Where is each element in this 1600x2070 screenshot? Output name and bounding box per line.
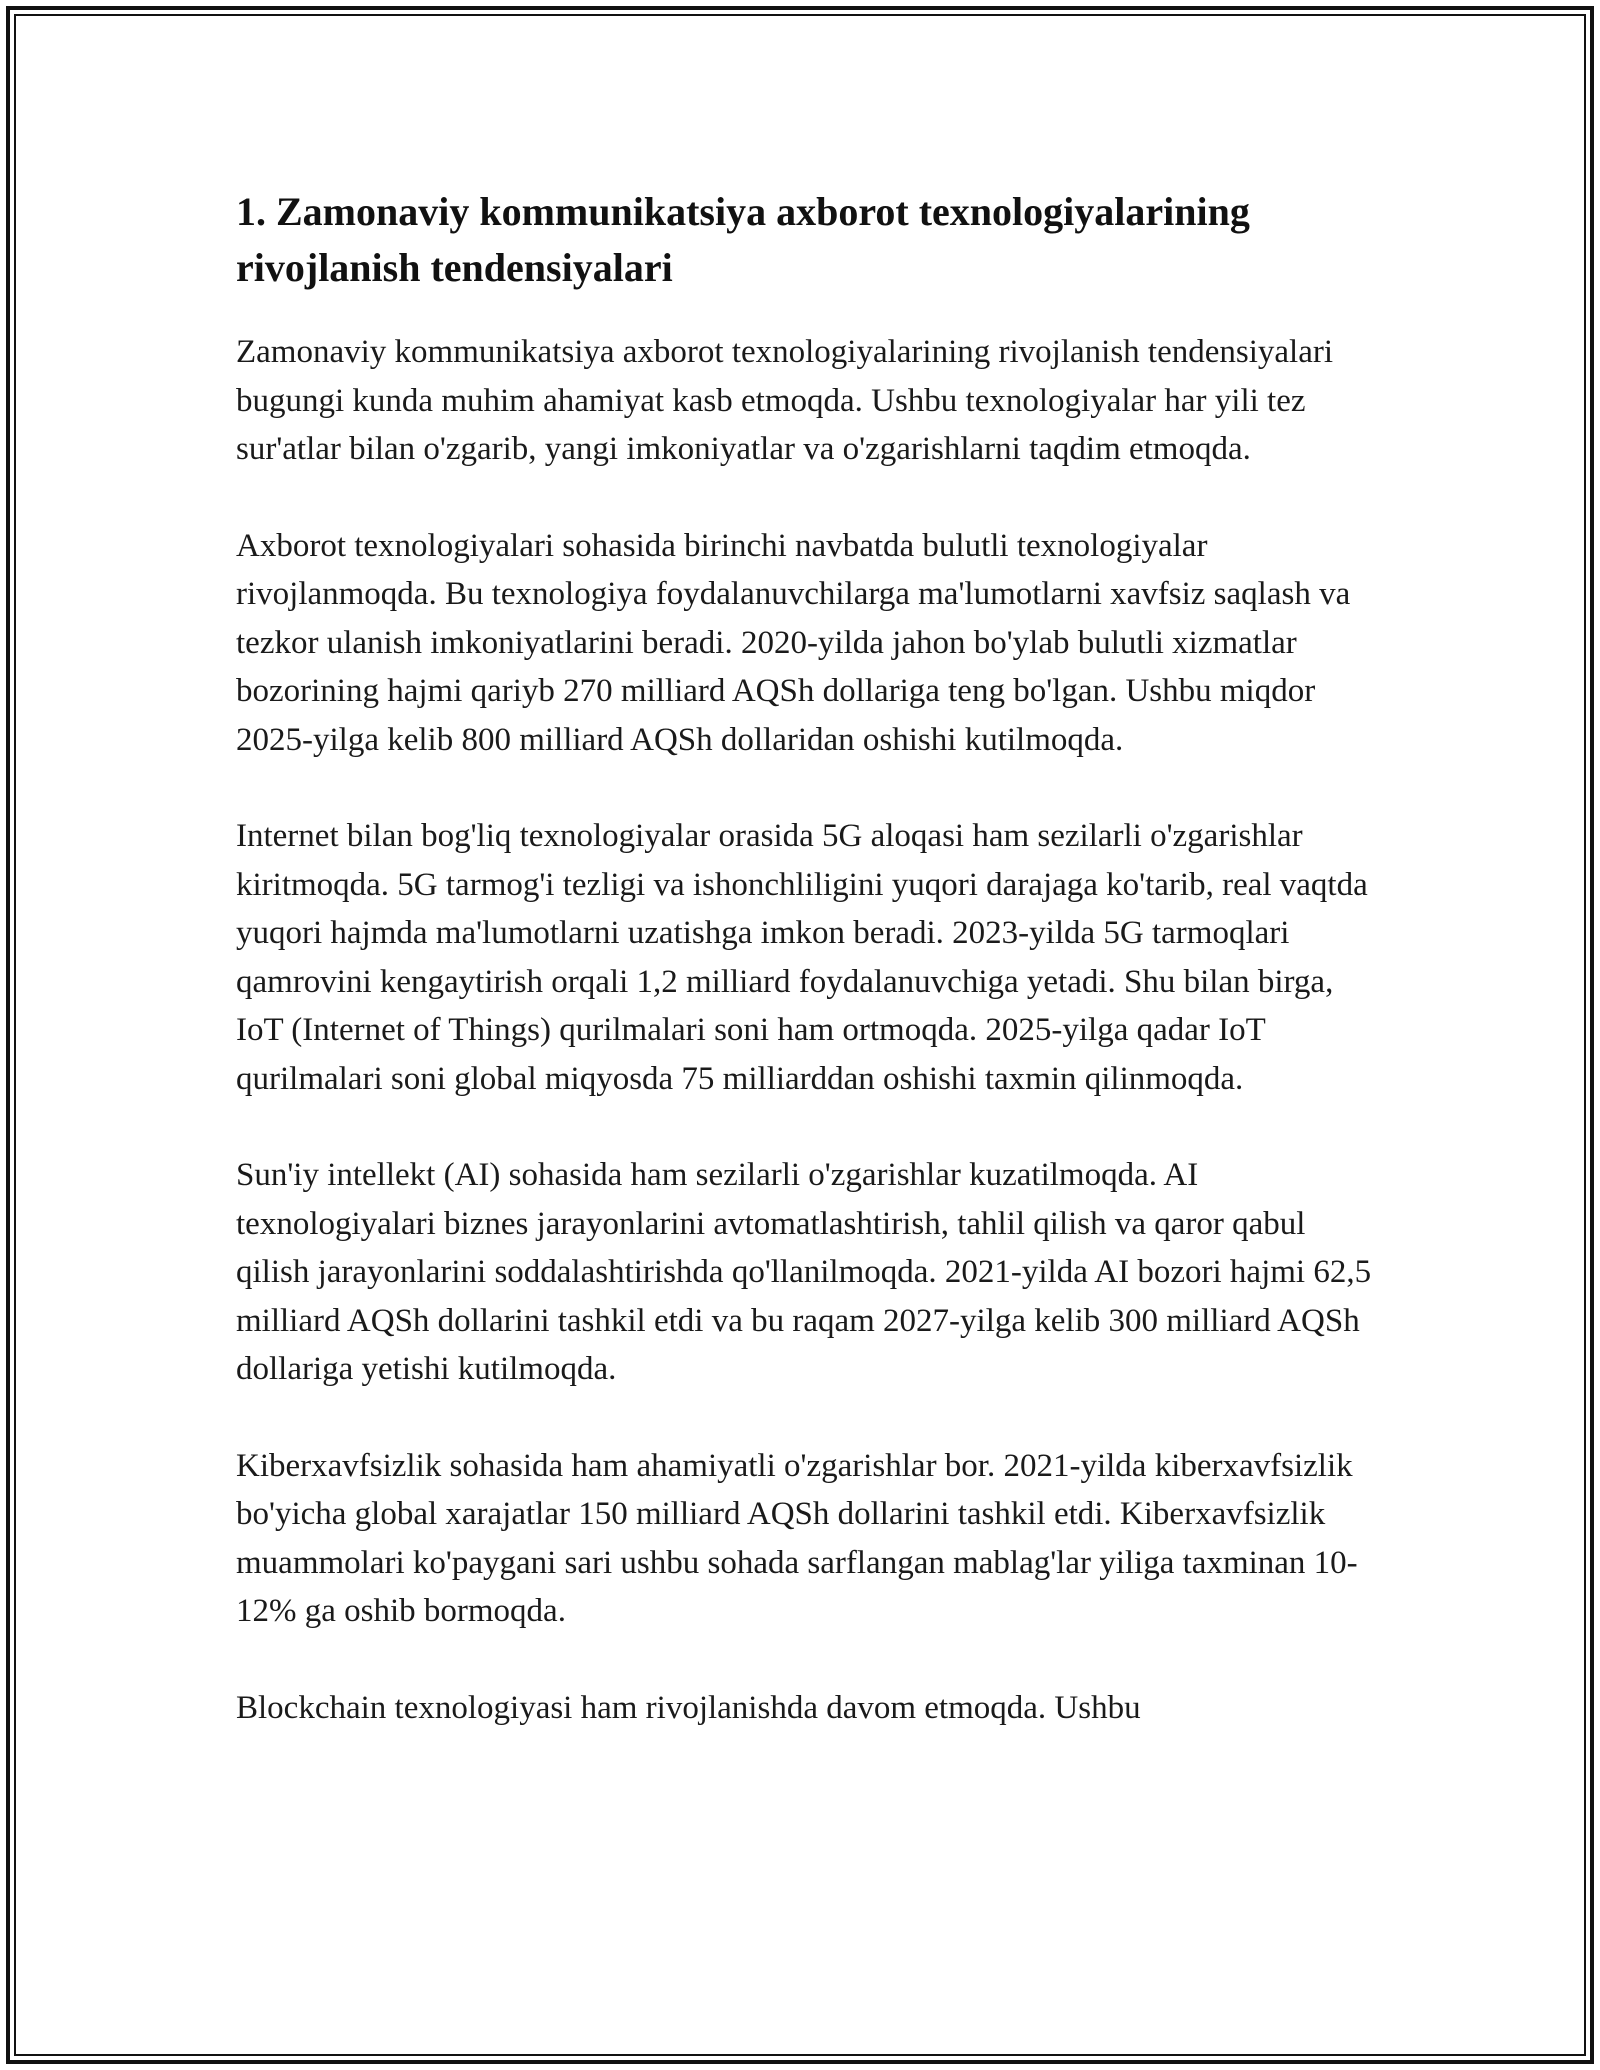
paragraph-intro: Zamonaviy kommunikatsiya axborot texnologiyalarining rivojlanish tendensiyalari bugungi kunda muhim ahamiyat kasb etmoqda. Ushbu texnologiyalar har yili tez sur'atlar bilan o'zgarib, yangi imkoniyatlar va o'zgarishlarni taqdim etmoqda. <box>236 334 1334 467</box>
paragraph-5g-iot: Internet bilan bog'liq texnologiyalar orasida 5G aloqasi ham sezilarli o'zgarishlar kiritmoqda. 5G tarmog'i tezligi va ishonchliligini yuqori darajaga ko'tarib, real vaqtda yuqori hajmda ma'lumotlarni uzatishga imkon beradi. 2023-yilda 5G tarmoqlari qamrovini kengaytirish orqali 1,2 milliard foydalanuvchiga yetadi. Shu bilan birga, IoT (Internet of Things) qurilmalari soni ham ortmoqda. 2025-yilga qadar IoT qurilmalari soni global miqyosda 75 milliarddan oshishi taxmin qilinmoqda. <box>236 818 1368 1097</box>
paragraph-blockchain: Blockchain texnologiyasi ham rivojlanishda davom etmoqda. Ushbu <box>236 1689 1141 1726</box>
paragraph-cybersecurity: Kiberxavfsizlik sohasida ham ahamiyatli o'zgarishlar bor. 2021-yilda kiberxavfsizlik bo'yicha global xarajatlar 150 milliard AQSh dollarini tashkil etdi. Kiberxavfsizlik muammolari ko'paygani sari ushbu sohada sarflangan mablag'lar yiliga taxminan 10-12% ga oshib bormoqda. <box>236 1447 1358 1629</box>
document-body <box>236 184 1376 1780</box>
paragraph-artificial-intelligence: Sun'iy intellekt (AI) sohasida ham sezilarli o'zgarishlar kuzatilmoqda. AI texnologiyalari biznes jarayonlarini avtomatlashtirish, tahlil qilish va qaror qabul qilish jarayonlarini soddalashtirishda qo'llanilmoqda. 2021-yilda AI bozori hajmi 62,5 milliard AQSh dollarini tashkil etdi va bu raqam 2027-yilga kelib 300 milliard AQSh dollariga yetishi kutilmoqda. <box>236 1157 1372 1387</box>
paragraph-cloud-technologies: Axborot texnologiyalari sohasida birinchi navbatda bulutli texnologiyalar rivojlanmoqda. Bu texnologiya foydalanuvchilarga ma'lumotlarni xavfsiz saqlash va tezkor ulanish imkoniyatlarini beradi. 2020-yilda jahon bo'ylab bulutli xizmatlar bozorining hajmi qariyb 270 milliard AQSh dollariga teng bo'lgan. Ushbu miqdor 2025-yilga kelib 800 milliard AQSh dollaridan oshishi kutilmoqda. <box>236 527 1351 758</box>
section-heading: 1. Zamonaviy kommunikatsiya axborot texnologiyalarining rivojlanish tendensiyalari <box>236 189 1250 290</box>
